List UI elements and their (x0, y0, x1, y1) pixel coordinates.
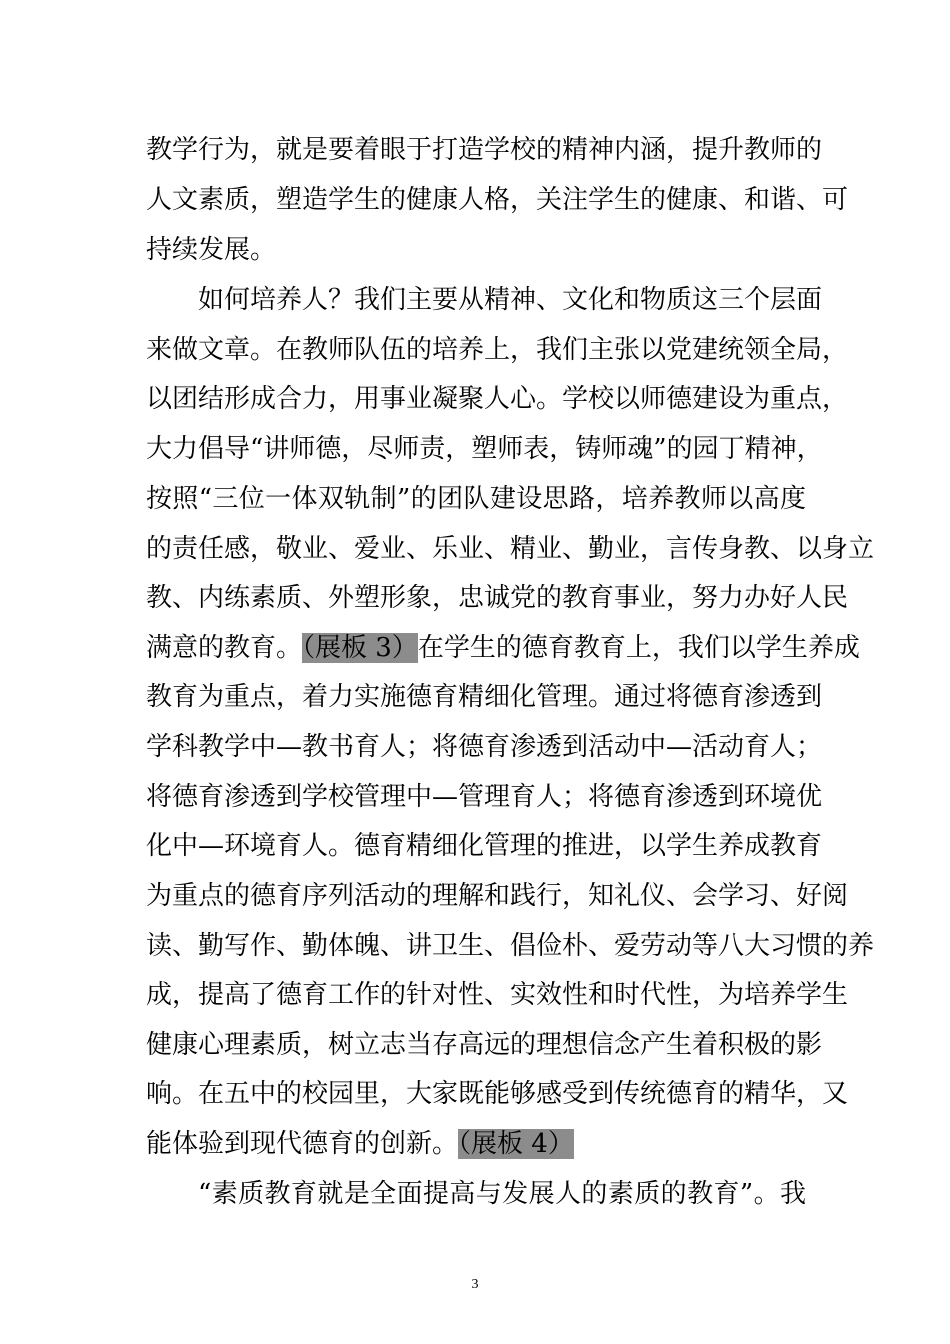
text-run: 如何培养人？我们主要从精神、文化和物质这三个层面 (198, 285, 823, 315)
text-line (146, 826, 823, 866)
text-run: 教、内练素质、外塑形象，忠诚党的教育事业，努力办好人民 (146, 583, 849, 613)
text-run: 满意的教育。 (146, 633, 303, 663)
text-line (146, 1124, 806, 1164)
text-line (146, 130, 823, 170)
text-run: 教学行为，就是要着眼于打造学校的精神内涵，提升教师的 (146, 135, 823, 165)
text-line (146, 1074, 849, 1114)
text-line (146, 330, 849, 370)
text-run: 人文素质，塑造学生的健康人格，关注学生的健康、和谐、可 (146, 185, 849, 215)
text-line (146, 975, 849, 1015)
text-run: 健康心理素质，树立志当存高远的理想信念产生着积极的影 (146, 1030, 823, 1060)
text-line (146, 628, 860, 668)
text-run: “素质教育就是全面提高与发展人的素质的教育”。我 (198, 1179, 806, 1209)
text-run: 成，提高了德育工作的针对性、实效性和时代性，为培养学生 (146, 980, 849, 1010)
text-line (146, 578, 849, 618)
highlighted-panel-ref: （展板 4） (458, 1129, 574, 1159)
text-line (146, 677, 823, 717)
text-run: 教育为重点，着力实施德育精细化管理。通过将德育渗透到 (146, 682, 823, 712)
text-run: 以团结形成合力，用事业凝聚人心。学校以师德建设为重点， (146, 384, 849, 414)
text-line (146, 926, 875, 966)
text-run: 大力倡导“讲师德，尽师责，塑师表，铸师魂”的园丁精神， (146, 434, 823, 464)
text-line (198, 280, 823, 320)
text-run: 化中—环境育人。德育精细化管理的推进，以学生养成教育 (146, 831, 823, 861)
text-line (146, 429, 823, 469)
text-run: 响。在五中的校园里，大家既能够感受到传统德育的精华，又 (146, 1079, 849, 1109)
text-line (146, 727, 823, 767)
text-line (198, 1174, 806, 1214)
highlighted-panel-ref: （展板 3） (302, 633, 418, 663)
text-run: 来做文章。在教师队伍的培养上，我们主张以党建统领全局， (146, 335, 849, 365)
text-line (146, 1025, 823, 1065)
text-line (146, 777, 823, 817)
text-run: 读、勤写作、勤体魄、讲卫生、倡俭朴、爱劳动等八大习惯的养 (146, 931, 875, 961)
text-line (146, 230, 806, 270)
text-run: 能体验到现代德育的创新。 (146, 1129, 459, 1159)
text-line (146, 379, 849, 419)
text-run: 按照“三位一体双轨制”的团队建设思路，培养教师以高度 (146, 484, 806, 514)
text-line (146, 529, 875, 569)
text-run: 在学生的德育教育上，我们以学生养成 (417, 633, 860, 663)
text-run: 的责任感，敬业、爱业、乐业、精业、勤业，言传身教、以身立 (146, 534, 875, 564)
text-run: 为重点的德育序列活动的理解和践行，知礼仪、会学习、好阅 (146, 881, 849, 911)
text-line (146, 479, 806, 519)
text-run: 持续发展。 (146, 235, 277, 265)
text-run: 将德育渗透到学校管理中—管理育人；将德育渗透到环境优 (146, 782, 823, 812)
text-line (146, 876, 849, 916)
text-run: 学科教学中—教书育人；将德育渗透到活动中—活动育人； (146, 732, 823, 762)
page-number: 3 (471, 1277, 479, 1292)
text-line (146, 180, 849, 220)
